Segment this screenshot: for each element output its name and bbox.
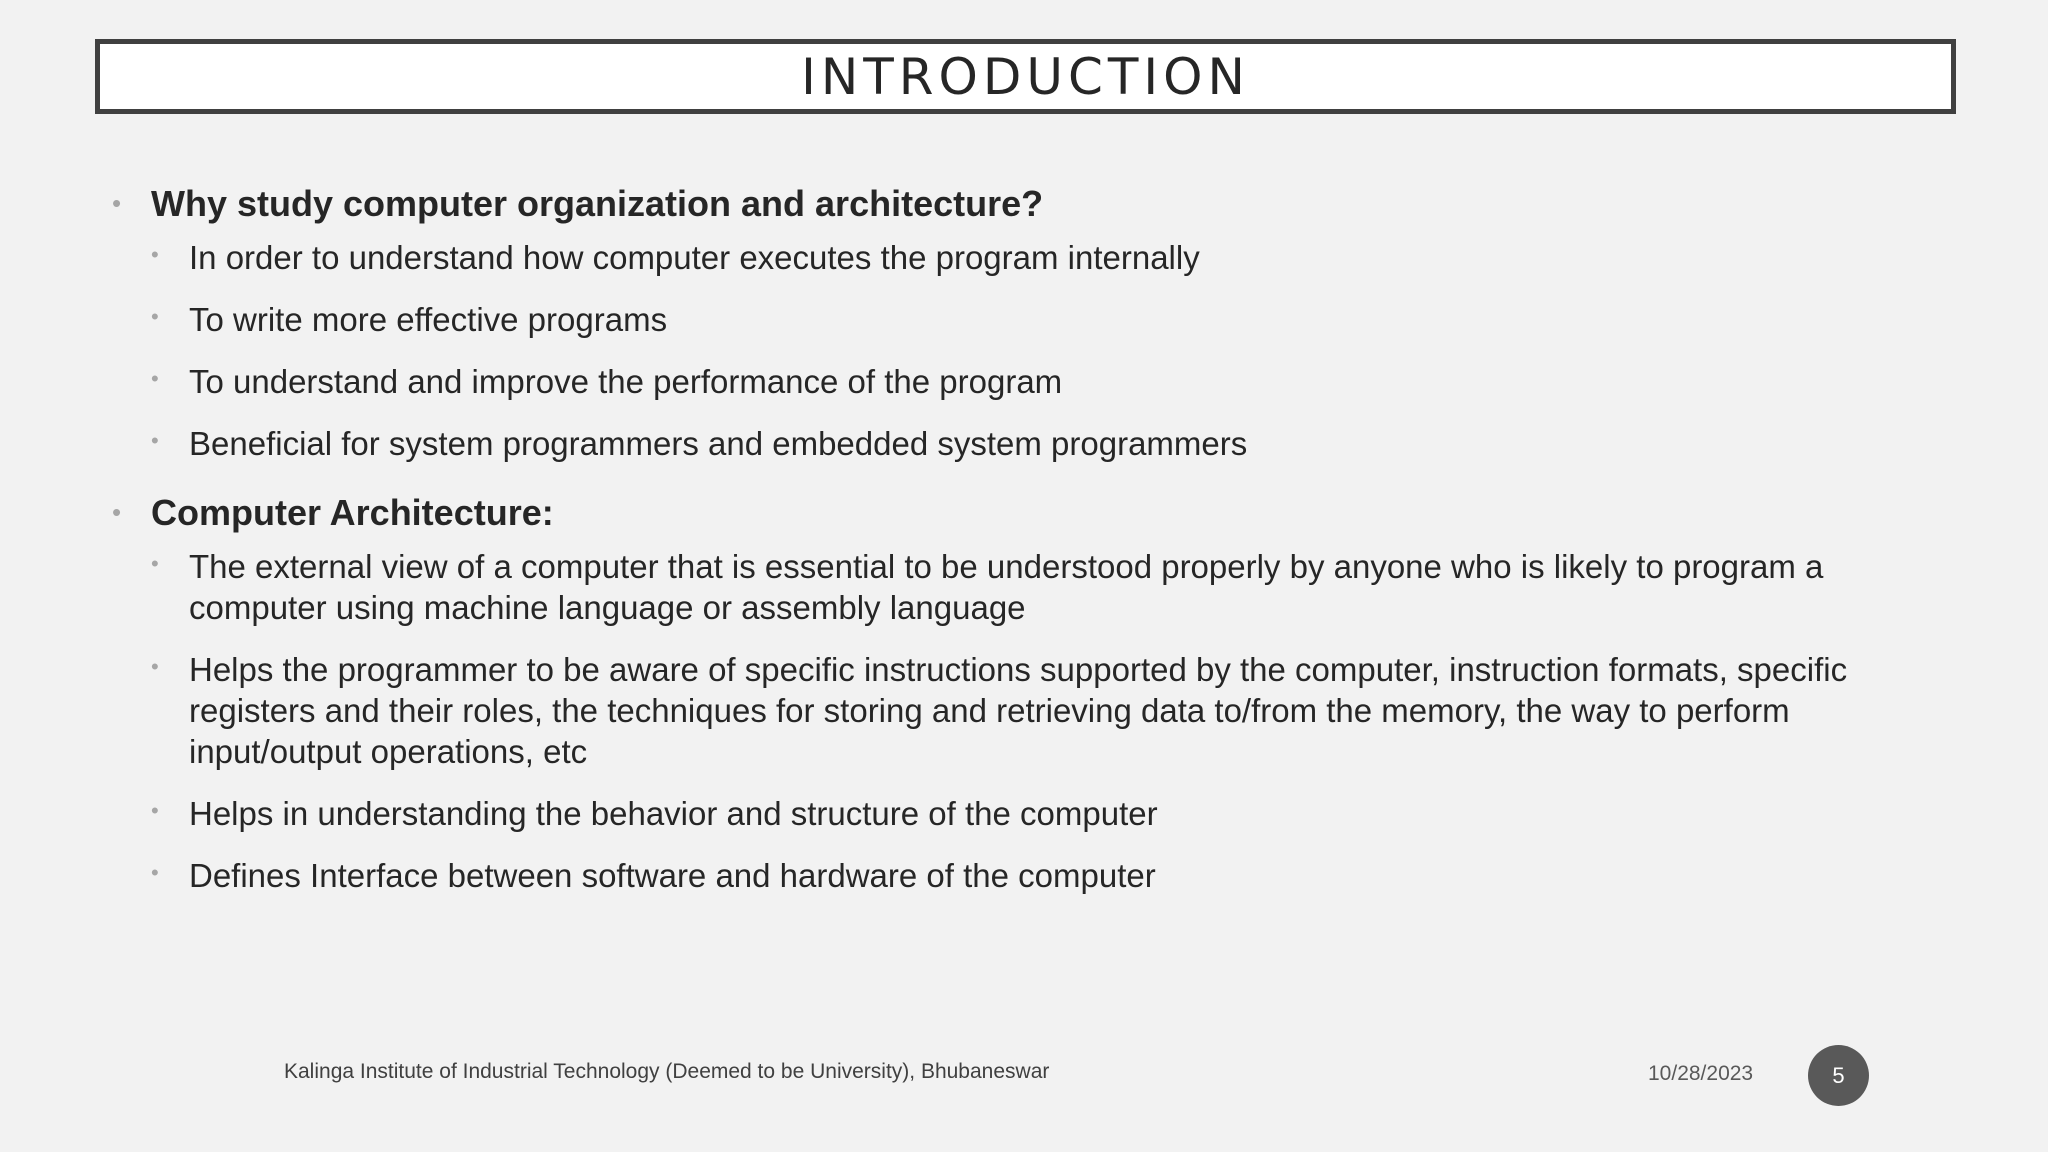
title-box xyxy=(95,39,1956,114)
bullet-dot-icon: • xyxy=(112,497,122,527)
list-item xyxy=(151,361,1940,402)
list-item xyxy=(151,299,1940,340)
section-heading: Why study computer organization and architecture? xyxy=(151,183,1044,224)
section-why-study xyxy=(110,176,1940,464)
bullet-dot-icon: • xyxy=(151,242,159,267)
list-item-text: Helps in understanding the behavior and structure of the computer xyxy=(189,795,1158,832)
list-item xyxy=(151,855,1940,896)
list-item xyxy=(151,237,1940,278)
footer-institution: Kalinga Institute of Industrial Technology (Deemed to be University), Bhubaneswar xyxy=(284,1060,1050,1083)
page-number: 5 xyxy=(1832,1062,1845,1088)
bullet-dot-icon: • xyxy=(151,304,159,329)
page-number-badge xyxy=(1808,1045,1869,1106)
list-item-text: Defines Interface between software and hardware of the computer xyxy=(189,857,1156,894)
bullet-dot-icon: • xyxy=(151,654,159,679)
bullet-dot-icon: • xyxy=(151,366,159,391)
list-item xyxy=(151,793,1940,834)
bullet-dot-icon: • xyxy=(151,860,159,885)
bullet-dot-icon: • xyxy=(151,551,159,576)
sub-bullet-list xyxy=(151,546,1940,896)
slide-content xyxy=(110,176,1940,917)
list-item-text: Helps the programmer to be aware of specific instructions supported by the computer, instruction formats, specific registers and their roles, the techniques for storing and retrieving data to/from the memory, the way to perform input/output operations, etc xyxy=(189,651,1848,770)
list-item-text: In order to understand how computer executes the program internally xyxy=(189,239,1200,276)
footer-date: 10/28/2023 xyxy=(1648,1062,1754,1085)
list-item xyxy=(151,649,1940,772)
section-heading: Computer Architecture: xyxy=(151,492,554,533)
list-item-text: To write more effective programs xyxy=(189,301,668,338)
list-item-text: Beneficial for system programmers and embedded system programmers xyxy=(189,425,1248,462)
sub-bullet-list xyxy=(151,237,1940,464)
slide-title: INTRODUCTION xyxy=(801,47,1250,106)
list-item xyxy=(151,423,1940,464)
bullet-dot-icon: • xyxy=(151,798,159,823)
list-item-text: To understand and improve the performance of the program xyxy=(189,363,1063,400)
bullet-dot-icon: • xyxy=(151,428,159,453)
bullet-dot-icon: • xyxy=(112,188,122,218)
list-item xyxy=(151,546,1940,628)
bullet-list xyxy=(110,176,1940,896)
list-item-text: The external view of a computer that is essential to be understood properly by anyone who is likely to program a computer using machine language or assembly language xyxy=(189,548,1824,626)
section-computer-architecture xyxy=(110,485,1940,896)
